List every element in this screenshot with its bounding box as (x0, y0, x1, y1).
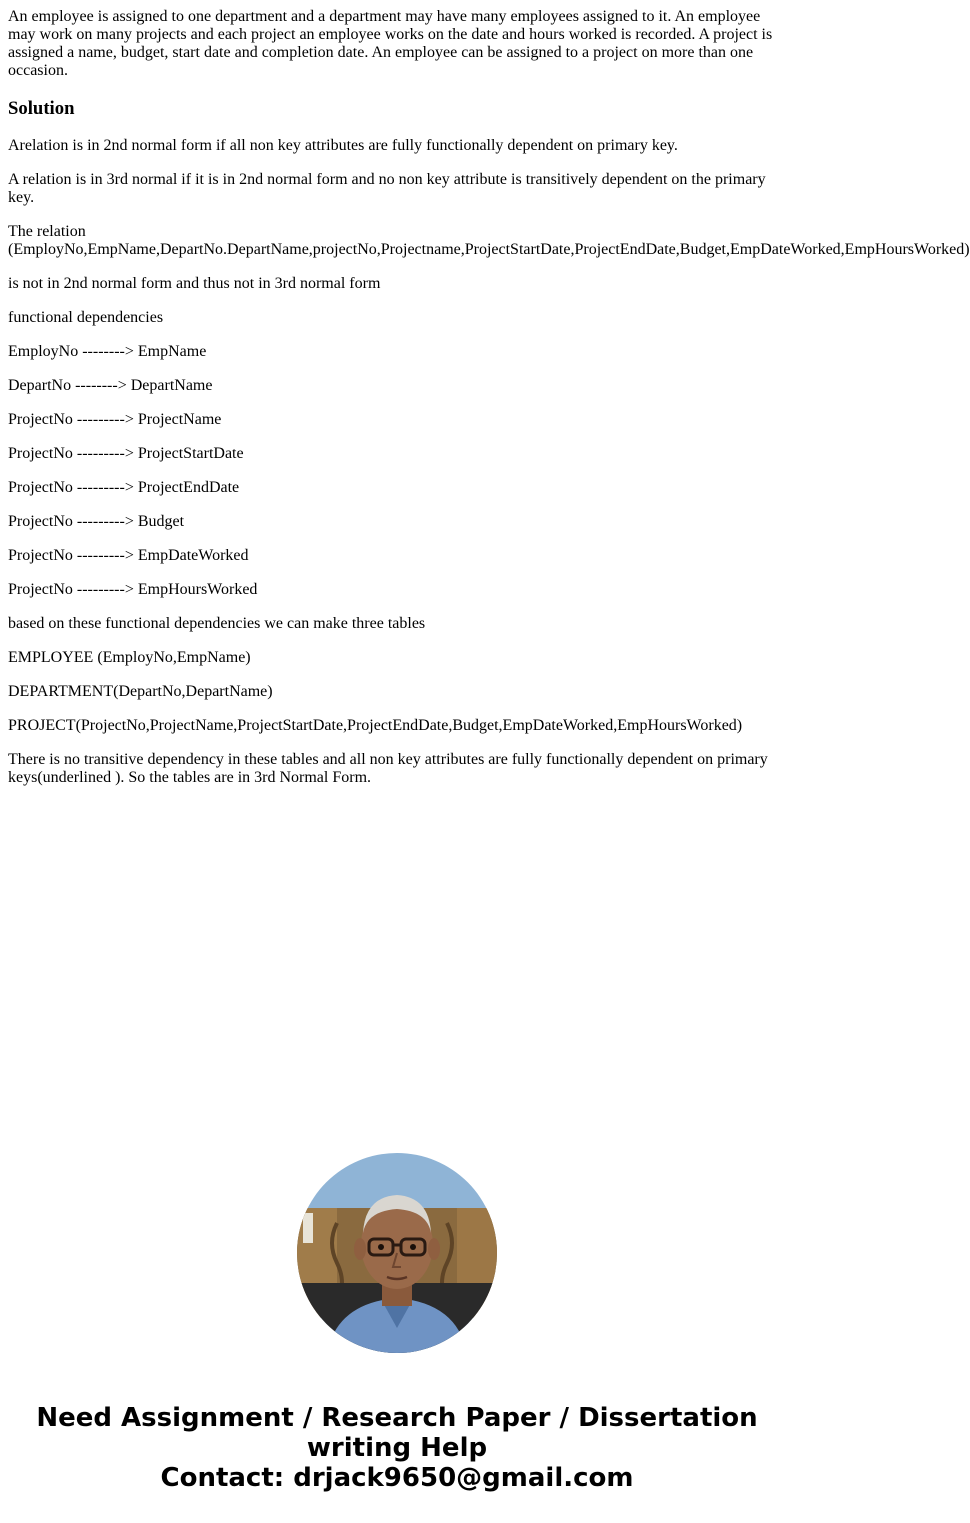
dependency-line: ProjectNo ---------> EmpHoursWorked (8, 581, 258, 598)
footer-line: Need Assignment / Research Paper / Dissertation (36, 1403, 758, 1433)
table-employee: EMPLOYEE (EmployNo,EmpName) (8, 649, 251, 666)
footer-line: writing Help (306, 1433, 488, 1463)
dependency-line: EmployNo --------> EmpName (8, 343, 207, 360)
relation-paragraph (8, 223, 970, 259)
conclusion-paragraph: There is no transitive dependency in these tables and all non key attributes are fully functionally dependent on primary keys(underlined ). So the tables are in 3rd Normal Form. (8, 751, 768, 786)
third-normal-form-definition: A relation is in 3rd normal if it is in 2nd normal form and no non key attribute is transitively dependent on the primary key. (8, 171, 766, 206)
dependency-line: ProjectNo ---------> Budget (8, 513, 185, 530)
fd-heading: functional dependencies (8, 309, 164, 326)
author-portrait-image (297, 1153, 497, 1353)
not-normal-statement: is not in 2nd normal form and thus not in 3rd normal form (8, 275, 381, 292)
intro-paragraph: An employee is assigned to one department and a department may have many employees assigned to it. An employee may work on many projects and each project an employee works on the date and hours worked is recorded. A project is assigned a name, budget, start date and completion date. An employee can be assigned to a project on more than one occasion. (8, 8, 773, 79)
second-normal-form-definition: Arelation is in 2nd normal form if all non key attributes are fully functionally dependent on primary key. (8, 137, 678, 154)
relation-label: The relation (8, 223, 86, 240)
tables-intro: based on these functional dependencies we can make three tables (8, 615, 426, 632)
dependency-line: DepartNo --------> DepartName (8, 377, 213, 394)
document-body (8, 8, 970, 803)
dependency-line: ProjectNo ---------> ProjectEndDate (8, 479, 240, 496)
relation-attributes: (EmployNo,EmpName,DepartNo.DepartName,projectNo,Projectname,ProjectStartDate,ProjectEndDate,Budget,EmpDateWorked,EmpHoursWorked) (8, 241, 970, 258)
table-project: PROJECT(ProjectNo,ProjectName,ProjectStartDate,ProjectEndDate,Budget,EmpDateWorked,EmpHoursWorked) (8, 717, 743, 734)
contact-email: Contact: drjack9650@gmail.com (160, 1463, 634, 1493)
author-photo (297, 1153, 497, 1353)
footer-banner (0, 1403, 794, 1493)
dependency-line: ProjectNo ---------> ProjectStartDate (8, 445, 244, 462)
table-department: DEPARTMENT(DepartNo,DepartName) (8, 683, 273, 700)
solution-heading: Solution (8, 98, 75, 119)
dependency-line: ProjectNo ---------> ProjectName (8, 411, 222, 428)
dependency-line: ProjectNo ---------> EmpDateWorked (8, 547, 249, 564)
